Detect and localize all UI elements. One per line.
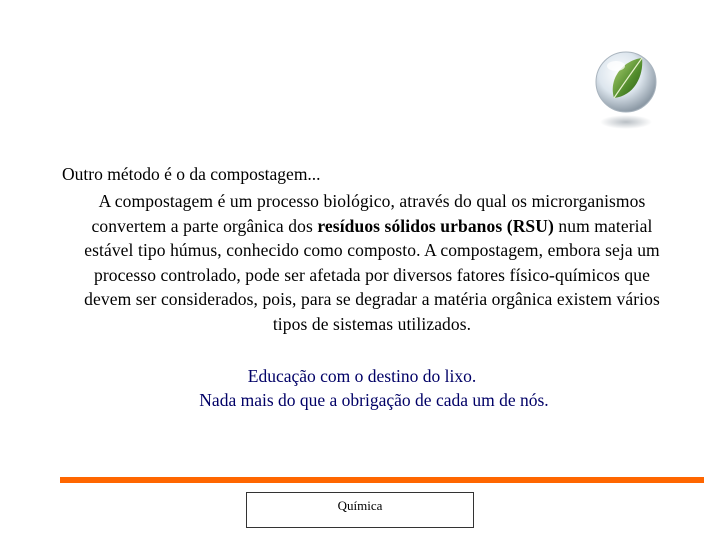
paragraph-bold-rsu-acronym: (RSU) bbox=[506, 215, 554, 236]
tagline-education: Educação com o destino do lixo. bbox=[247, 366, 477, 386]
footer-label: Química bbox=[337, 498, 383, 513]
footer-box bbox=[246, 492, 474, 528]
orange-divider bbox=[60, 477, 704, 483]
leaf-globe-icon bbox=[594, 48, 658, 132]
paragraph-bold-rsu: resíduos sólidos urbanos bbox=[317, 215, 503, 236]
paragraph-part-1: A compostagem é um processo biológico, através do qual os microrganismos convertem a parte orgânica dos bbox=[91, 191, 646, 236]
tagline-obligation: Nada mais do que a obrigação de cada um de nós. bbox=[199, 390, 549, 410]
compostagem-paragraph bbox=[72, 189, 672, 336]
paragraph-part-3: num material estável tipo húmus, conhecido como composto. A compostagem, embora seja um processo controlado, pode ser afetada por diversos fatores físico-químicos que devem ser considerados, pois, para se degradar a matéria orgânica existem vários tipos de sistemas utilizados. bbox=[84, 215, 660, 334]
intro-text: Outro método é o da compostagem... bbox=[62, 164, 321, 184]
